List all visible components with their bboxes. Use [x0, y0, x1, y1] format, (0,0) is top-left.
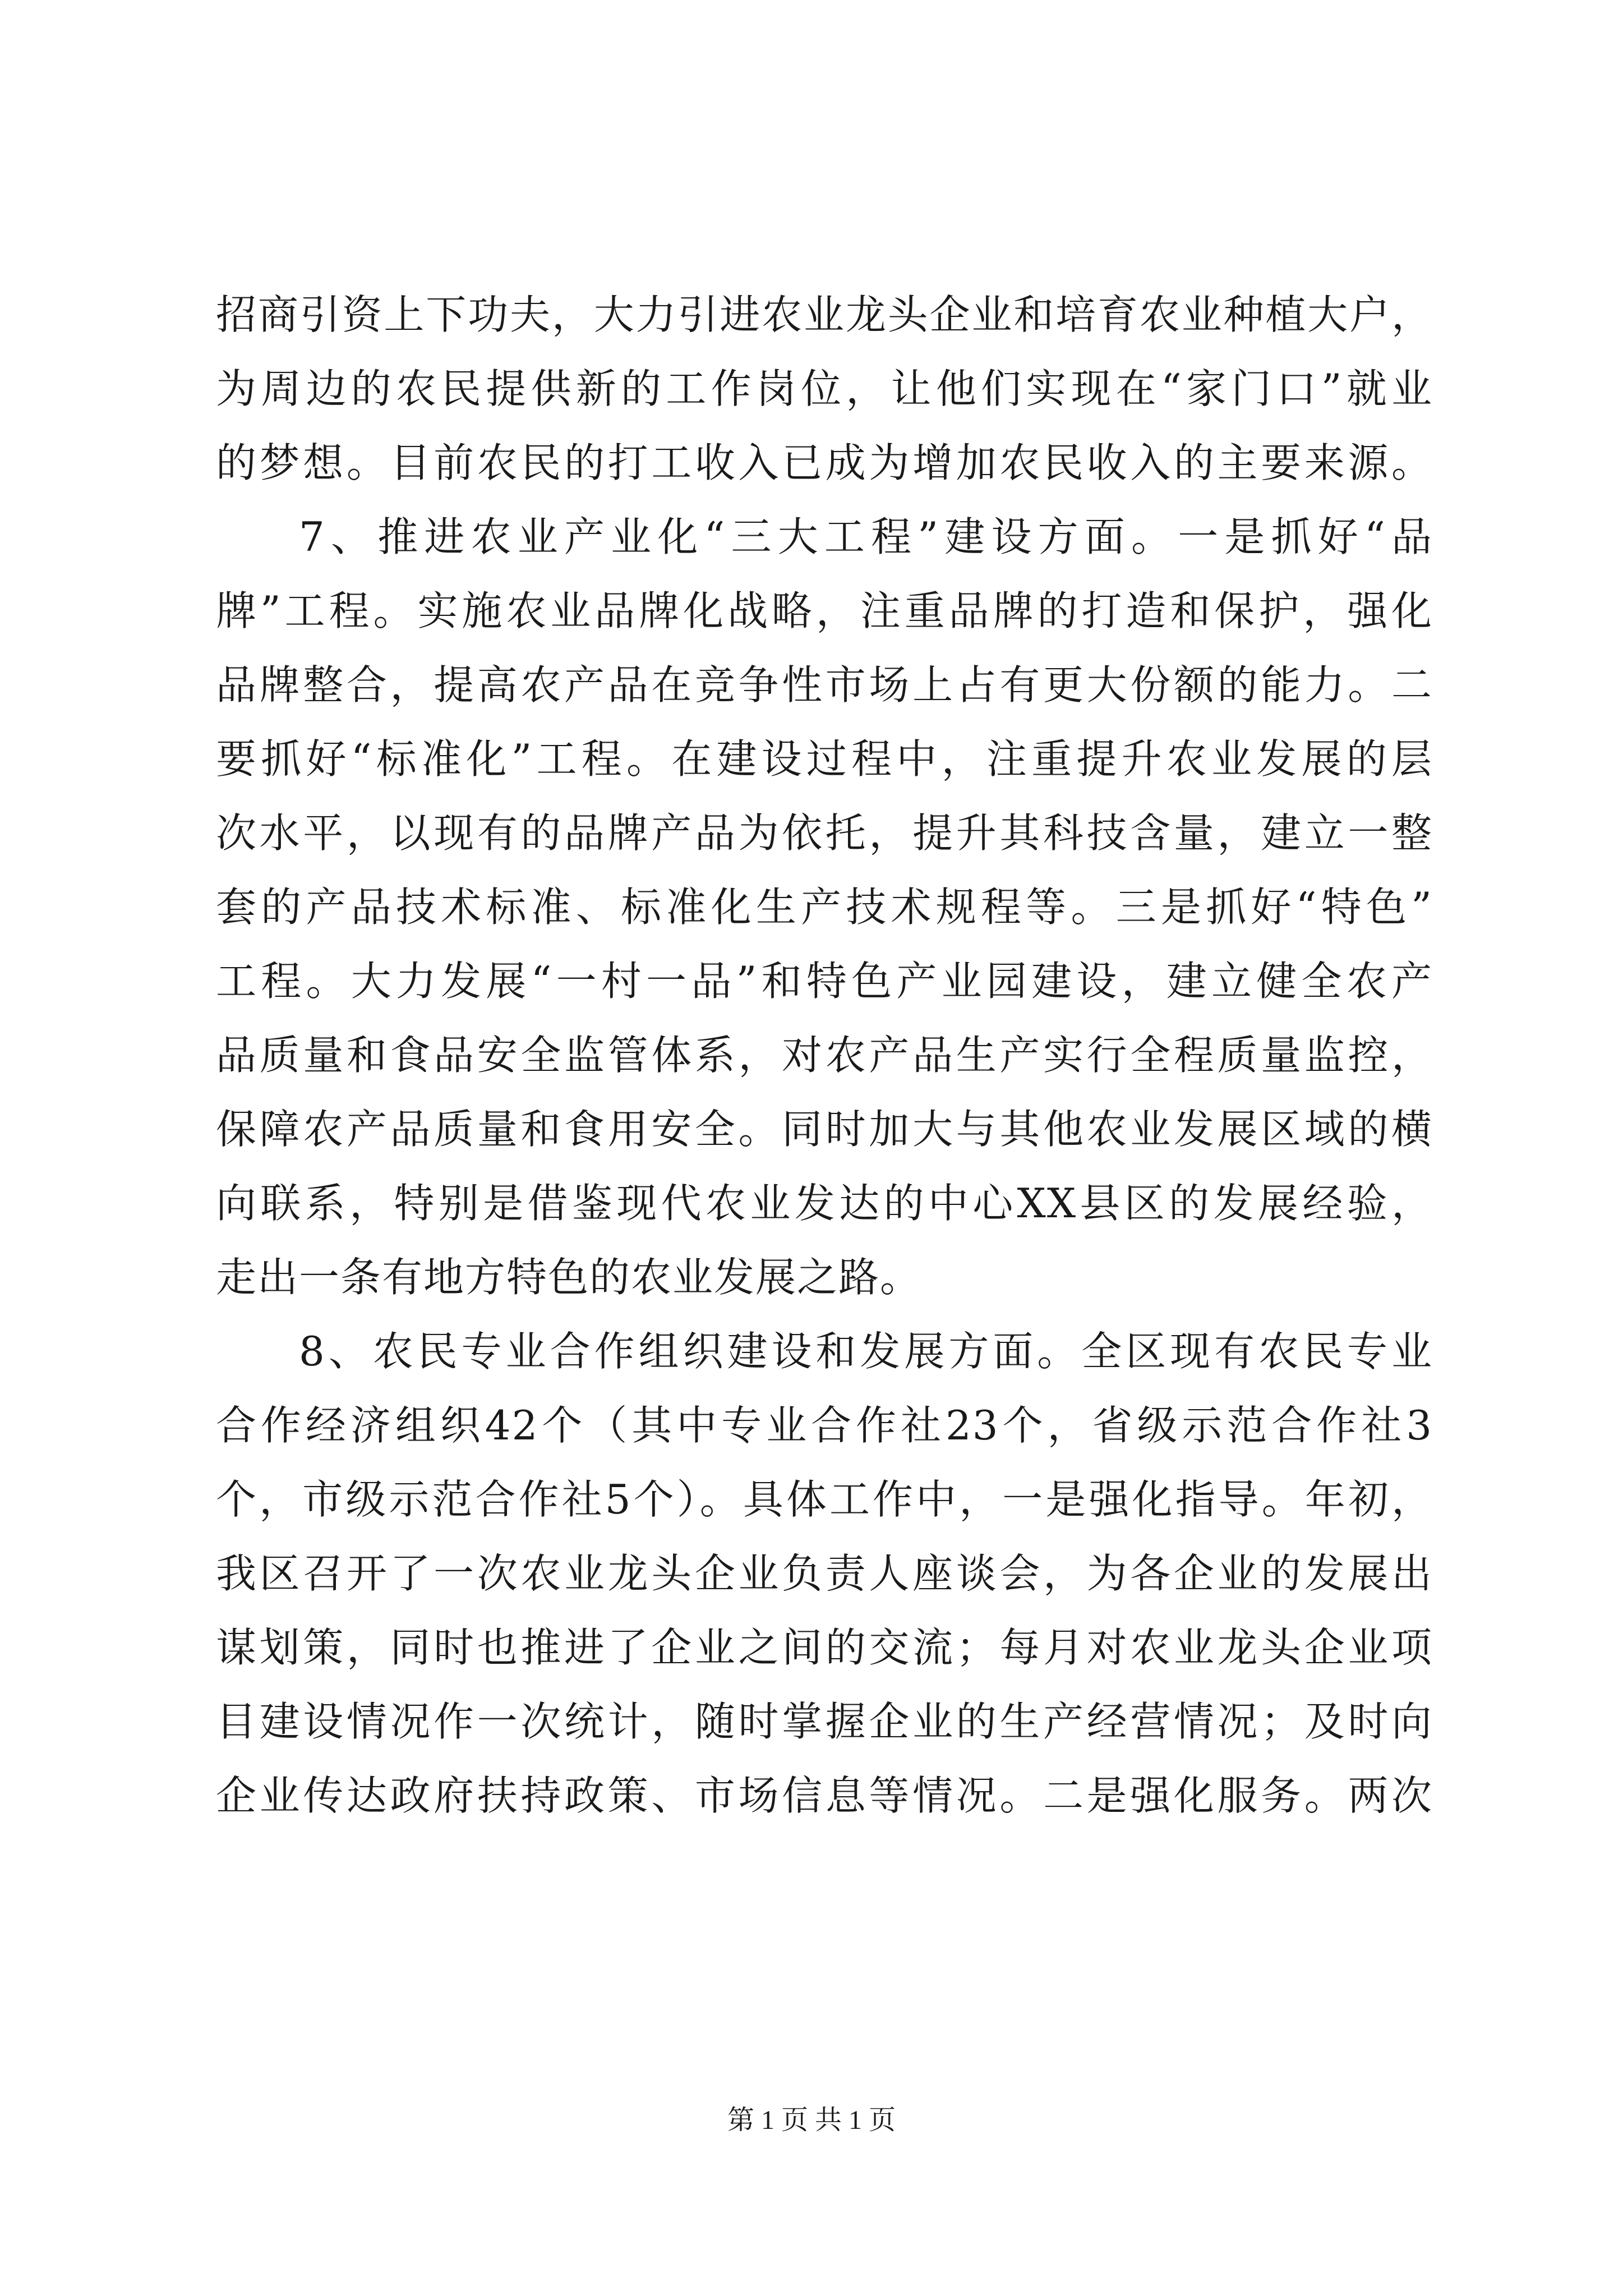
- text-line: 我区召开了一次农业龙头企业负责人座谈会，为各企业的发展出: [216, 1550, 1433, 1597]
- text-line: 套的产品技术标准、标准化生产技术规程等。三是抓好“特色”: [216, 884, 1433, 931]
- text-line: 招商引资上下功夫，大力引进农业龙头企业和培育农业种植大户，: [216, 291, 1433, 338]
- text-line: 品质量和食品安全监管体系，对农产品生产实行全程质量监控，: [216, 1032, 1433, 1079]
- text-line: 为周边的农民提供新的工作岗位，让他们实现在“家门口”就业: [216, 365, 1433, 412]
- text-line: 谋划策，同时也推进了企业之间的交流；每月对农业龙头企业项: [216, 1624, 1433, 1671]
- page-number-footer: 第 1 页 共 1 页: [727, 2105, 896, 2135]
- text-line: 向联系，特别是借鉴现代农业发达的中心XX县区的发展经验，: [216, 1180, 1433, 1227]
- text-line: 保障农产品质量和食用安全。同时加大与其他农业发展区域的横: [216, 1106, 1433, 1153]
- text-line: 品牌整合，提高农产品在竞争性市场上占有更大份额的能力。二: [216, 661, 1433, 708]
- text-line: 合作经济组织42个（其中专业合作社23个，省级示范合作社3: [216, 1402, 1433, 1449]
- paragraph-start-line: 8、农民专业合作组织建设和发展方面。全区现有农民专业: [299, 1328, 1433, 1375]
- text-line: 个，市级示范合作社5个）。具体工作中，一是强化指导。年初，: [216, 1476, 1433, 1523]
- paragraph-start-line: 7、推进农业产业化“三大工程”建设方面。一是抓好“品: [299, 513, 1433, 560]
- text-line: 的梦想。目前农民的打工收入已成为增加农民收入的主要来源。: [216, 439, 1433, 486]
- text-line: 要抓好“标准化”工程。在建设过程中，注重提升农业发展的层: [216, 735, 1433, 783]
- text-line: 目建设情况作一次统计，随时掌握企业的生产经营情况；及时向: [216, 1698, 1433, 1745]
- text-line: 企业传达政府扶持政策、市场信息等情况。二是强化服务。两次: [216, 1772, 1433, 1819]
- text-line: 牌”工程。实施农业品牌化战略，注重品牌的打造和保护，强化: [216, 587, 1433, 634]
- paragraph-end-line: 走出一条有地方特色的农业发展之路。: [216, 1254, 922, 1301]
- text-line: 次水平，以现有的品牌产品为依托，提升其科技含量，建立一整: [216, 809, 1433, 857]
- text-line: 工程。大力发展“一村一品”和特色产业园建设，建立健全农产: [216, 958, 1433, 1005]
